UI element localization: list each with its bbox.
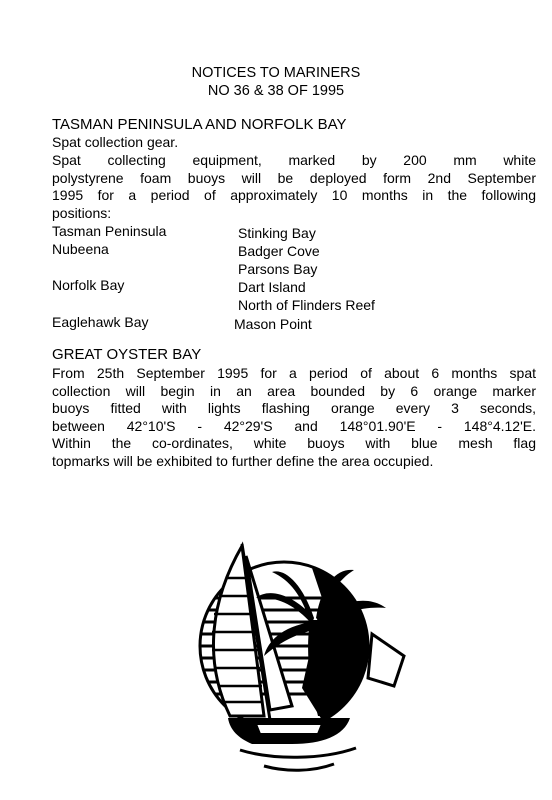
paragraph-line: 1995 for a period of approximately 10 months in the following <box>52 187 536 203</box>
location-place: North of Flinders Reef <box>238 297 375 313</box>
paragraph-line: topmarks will be exhibited to further define the area occupied. <box>52 452 434 469</box>
location-place: Mason Point <box>234 316 312 332</box>
section-heading-great-oyster-bay: GREAT OYSTER BAY <box>52 346 202 363</box>
location-region: Eaglehawk Bay <box>52 314 149 330</box>
paragraph-line: buoys fitted with lights flashing orange every 3 seconds, <box>52 400 536 416</box>
location-region: Nubeena <box>52 241 109 257</box>
location-place: Stinking Bay <box>238 225 316 241</box>
notice-title <box>0 64 552 100</box>
paragraph-line: Within the co-ordinates, white buoys with blue mesh flag <box>52 435 536 451</box>
paragraph-line: polystyrene foam buoys will be deployed form 2nd September <box>52 169 536 186</box>
paragraph-great-oyster-bay <box>52 365 536 470</box>
location-place: Dart Island <box>238 279 306 295</box>
section-subheading-spat: Spat collection gear. <box>52 134 179 150</box>
paragraph-line: between 42°10'S - 42°29'S and 148°01.90'E - 148°4.12'E. <box>52 417 536 434</box>
location-region: Norfolk Bay <box>52 277 125 293</box>
sailboat-palm-sun-logo-icon <box>172 538 418 788</box>
section-heading-tasman: TASMAN PENINSULA AND NORFOLK BAY <box>52 116 347 133</box>
paragraph-line: positions: <box>52 204 112 221</box>
location-place: Badger Cove <box>238 243 320 259</box>
paragraph-line: collection will begin in an area bounded by 6 orange marker <box>52 382 536 399</box>
location-place: Parsons Bay <box>238 261 318 277</box>
paragraph-spat-equipment <box>52 152 536 222</box>
title-line-1: NOTICES TO MARINERS <box>191 65 361 81</box>
title-line-2: NO 36 & 38 OF 1995 <box>207 83 345 99</box>
paragraph-line: Spat collecting equipment, marked by 200 mm white <box>52 152 536 168</box>
location-region: Tasman Peninsula <box>52 223 167 239</box>
paragraph-line: From 25th September 1995 for a period of about 6 months spat <box>52 365 536 381</box>
